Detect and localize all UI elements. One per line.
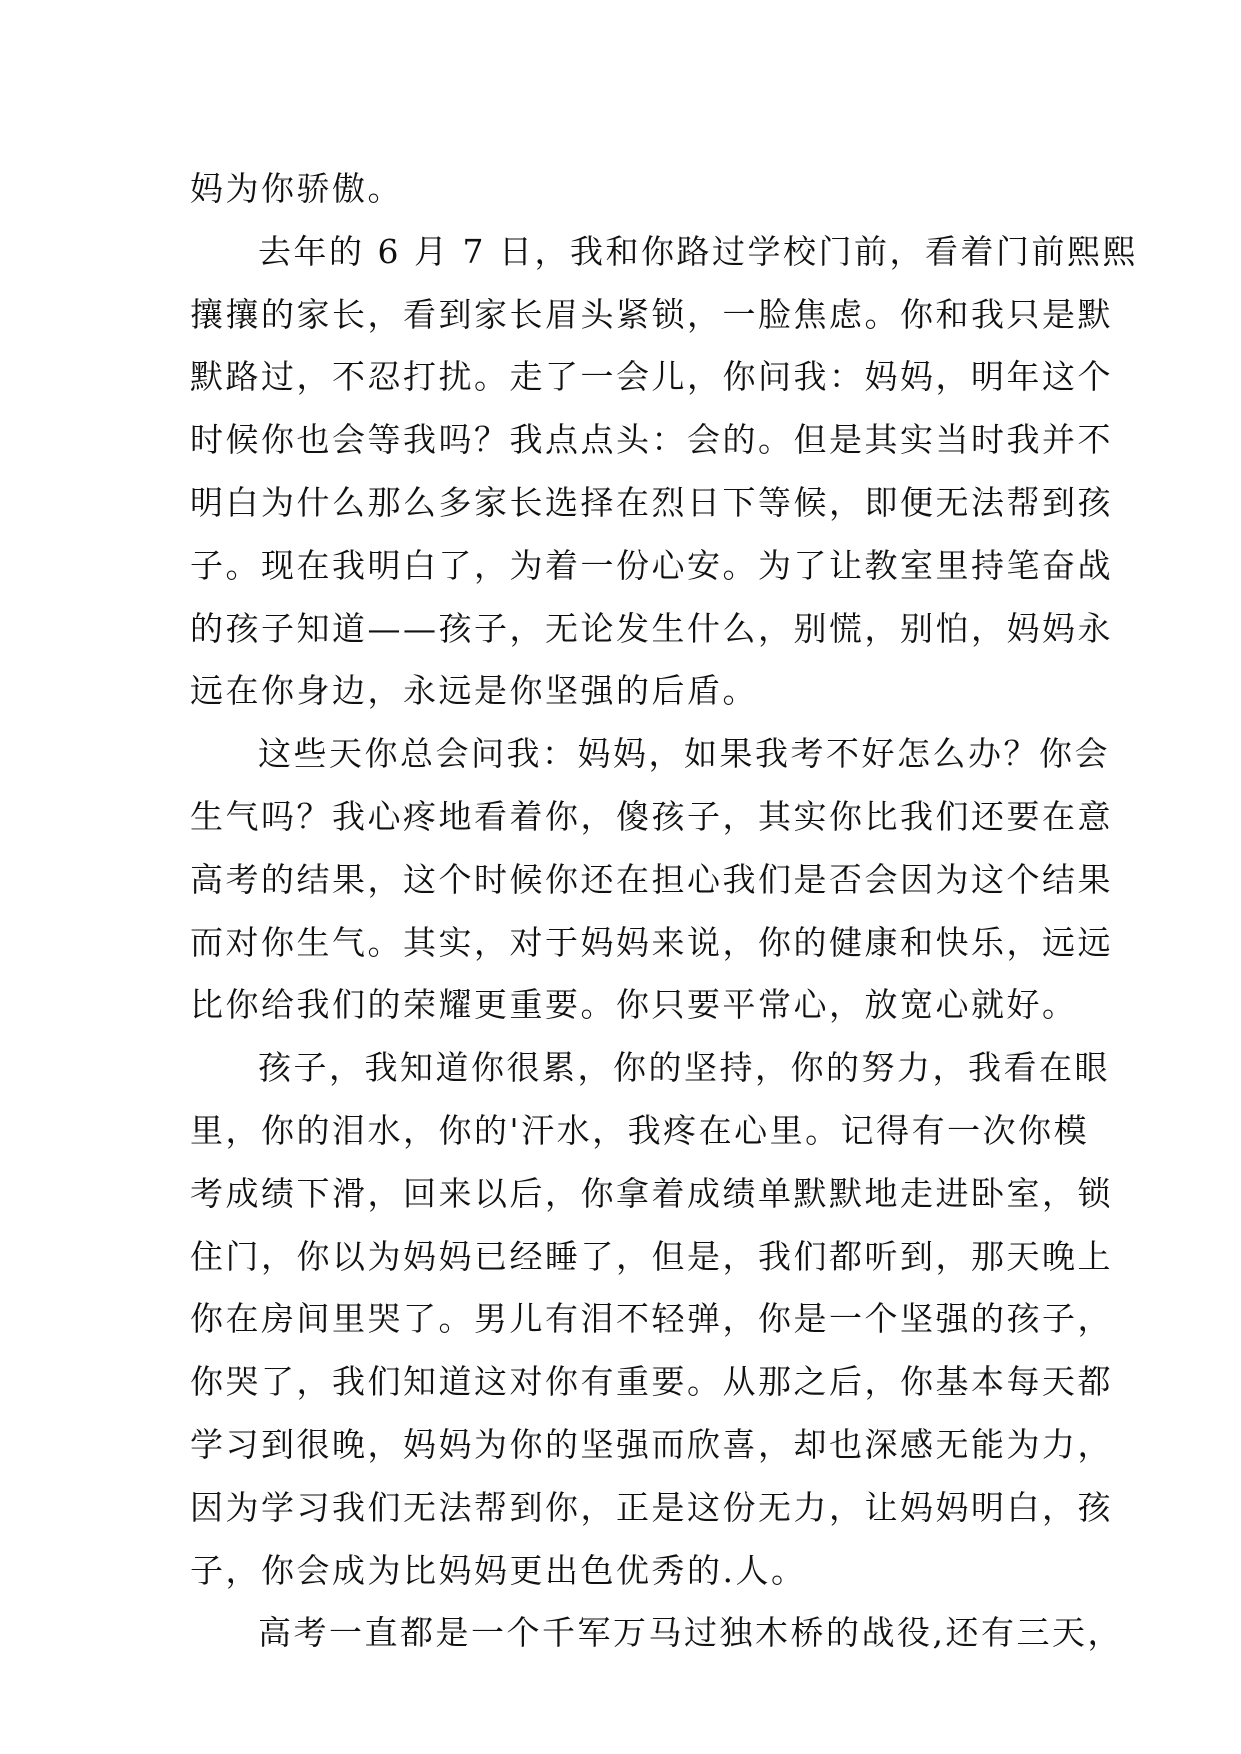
text-line: 子。现在我明白了，为着一份心安。为了让教室里持笔奋战 (190, 545, 1113, 585)
text-line: 妈为你骄傲。 (190, 169, 403, 208)
text-line: 子，你会成为比妈妈更出色优秀的.人。 (190, 1550, 807, 1590)
text-line: 攘攘的家长，看到家长眉头紧锁，一脸焦虑。你和我只是默 (190, 294, 1113, 334)
text-line: 因为学习我们无法帮到你，正是这份无力，让妈妈明白，孩 (190, 1487, 1113, 1527)
text-line: 孩子，我知道你很累，你的坚持，你的努力，我看在眼 (258, 1048, 1110, 1088)
text-line: 住门，你以为妈妈已经睡了，但是，我们都听到，那天晚上 (190, 1236, 1113, 1276)
text-line: 默路过，不忍打扰。走了一会儿，你问我：妈妈，明年这个 (190, 357, 1113, 397)
text-line: 你哭了，我们知道这对你有重要。从那之后，你基本每天都 (190, 1362, 1113, 1402)
text-line: 里，你的泪水，你的'汗水，我疼在心里。记得有一次你模 (190, 1110, 1090, 1150)
text-line: 生气吗？我心疼地看着你，傻孩子，其实你比我们还要在意 (190, 796, 1113, 836)
text-line: 这些天你总会问我：妈妈，如果我考不好怎么办？你会 (258, 734, 1110, 774)
text-line: 比你给我们的荣耀更重要。你只要平常心，放宽心就好。 (190, 985, 1078, 1025)
text-line: 去年的 6 月 7 日，我和你路过学校门前，看着门前熙熙 (258, 231, 1138, 271)
text-line: 高考一直都是一个千军万马过独木桥的战役,还有三天， (258, 1613, 1123, 1653)
text-line: 你在房间里哭了。男儿有泪不轻弹，你是一个坚强的孩子， (190, 1299, 1113, 1339)
body-text (190, 158, 1138, 1665)
text-line: 的孩子知道——孩子，无论发生什么，别慌，别怕，妈妈永 (190, 608, 1113, 648)
text-line: 考成绩下滑，回来以后，你拿着成绩单默默地走进卧室，锁 (190, 1173, 1113, 1213)
text-line: 明白为什么那么多家长选择在烈日下等候，即便无法帮到孩 (190, 482, 1113, 522)
text-line: 远在你身边，永远是你坚强的后盾。 (190, 671, 758, 711)
text-line: 而对你生气。其实，对于妈妈来说，你的健康和快乐，远远 (190, 922, 1113, 962)
text-line: 学习到很晚，妈妈为你的坚强而欣喜，却也深感无能为力， (190, 1424, 1113, 1464)
text-line: 时候你也会等我吗？我点点头：会的。但是其实当时我并不 (190, 420, 1113, 460)
text-line: 高考的结果，这个时候你还在担心我们是否会因为这个结果 (190, 859, 1113, 899)
